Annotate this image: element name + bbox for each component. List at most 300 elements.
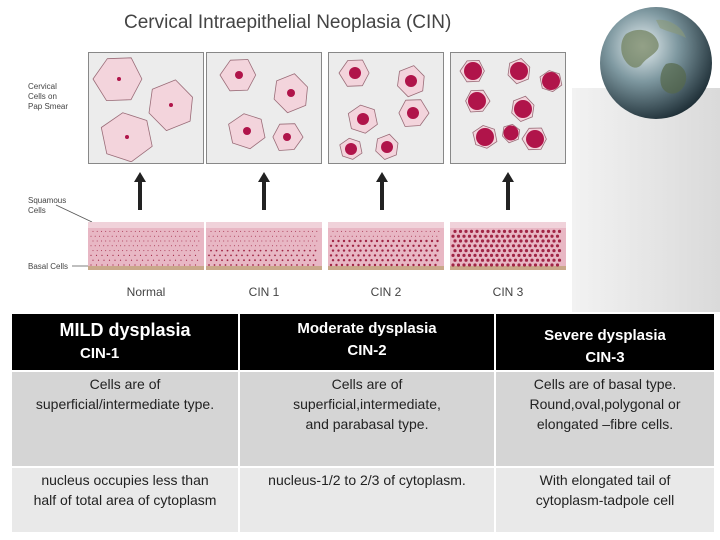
tissue-nucleus-dot xyxy=(536,249,539,252)
tissue-nucleus-dot xyxy=(390,245,392,247)
tissue-nucleus-dot xyxy=(304,241,305,242)
tissue-nucleus-dot xyxy=(517,263,520,266)
tissue-nucleus-dot xyxy=(415,236,416,237)
tissue-nucleus-dot xyxy=(112,245,113,246)
tissue-nucleus-dot xyxy=(150,245,151,246)
tissue-nucleus-dot xyxy=(280,255,282,257)
tissue-nucleus-dot xyxy=(217,245,218,246)
tissue-nucleus-dot xyxy=(545,263,548,266)
tissue-nucleus-dot xyxy=(486,259,489,262)
tissue-nucleus-dot xyxy=(398,240,400,242)
tissue-nucleus-dot xyxy=(558,239,561,242)
tissue-nucleus-dot xyxy=(398,259,400,261)
tissue-nucleus-dot xyxy=(158,260,159,261)
tissue-nucleus-dot xyxy=(514,249,517,252)
tissue-nucleus-dot xyxy=(541,259,544,262)
tissue-nucleus-dot xyxy=(490,235,493,238)
tissue-nucleus-dot xyxy=(481,249,484,252)
cell-nucleus xyxy=(542,72,560,90)
tissue-nucleus-dot xyxy=(216,250,218,252)
tissue-nucleus-dot xyxy=(534,263,537,266)
tissue-nucleus-dot xyxy=(126,231,127,232)
tissue-nucleus-dot xyxy=(148,231,149,232)
tissue-nucleus-dot xyxy=(225,264,227,266)
tissue-nucleus-dot xyxy=(152,241,153,242)
tissue-nucleus-dot xyxy=(253,241,254,242)
tissue-nucleus-dot xyxy=(492,239,495,242)
tissue-nucleus-dot xyxy=(508,239,511,242)
tissue-nucleus-dot xyxy=(196,245,197,246)
tissue-nucleus-dot xyxy=(425,259,427,261)
tissue-nucleus-dot xyxy=(337,249,339,251)
tissue-nucleus-dot xyxy=(295,231,296,232)
tissue-nucleus-dot xyxy=(363,264,365,266)
tissue-nucleus-dot xyxy=(523,244,526,247)
tissue-nucleus-dot xyxy=(219,231,220,232)
tissue-nucleus-dot xyxy=(429,245,431,247)
tissue-nucleus-dot xyxy=(473,263,476,266)
tissue-nucleus-dot xyxy=(490,244,493,247)
cell-nucleus xyxy=(283,133,291,141)
tissue-nucleus-dot xyxy=(164,241,165,242)
tissue-nucleus-dot xyxy=(348,249,350,251)
tissue-nucleus-dot xyxy=(167,236,168,237)
tissue-nucleus-dot xyxy=(217,236,218,237)
tissue-nucleus-dot xyxy=(387,249,389,251)
tissue-nucleus-dot xyxy=(225,236,226,237)
tissue-nucleus-dot xyxy=(369,236,370,237)
tissue-nucleus-dot xyxy=(101,255,102,256)
tissue-nucleus-dot xyxy=(409,240,411,242)
tissue-nucleus-dot xyxy=(263,255,265,257)
basal-membrane xyxy=(450,266,566,270)
tissue-nucleus-dot xyxy=(558,230,561,233)
tissue-nucleus-dot xyxy=(141,236,142,237)
tissue-nucleus-dot xyxy=(481,259,484,262)
tissue-nucleus-dot xyxy=(332,240,334,242)
tissue-nucleus-dot xyxy=(357,264,359,266)
tissue-nucleus-dot xyxy=(376,240,378,242)
tissue-nucleus-dot xyxy=(556,235,559,238)
tissue-nucleus-dot xyxy=(244,241,245,242)
tissue-nucleus-dot xyxy=(150,236,151,237)
tissue-nucleus-dot xyxy=(143,231,144,232)
tissue-nucleus-dot xyxy=(139,250,140,251)
tissue-nucleus-dot xyxy=(120,260,121,261)
tissue-nucleus-dot xyxy=(178,255,179,256)
tissue-nucleus-dot xyxy=(93,231,94,232)
tissue-nucleus-dot xyxy=(259,236,260,237)
tissue-nucleus-dot xyxy=(160,250,161,251)
tissue-nucleus-dot xyxy=(230,255,232,257)
tissue-nucleus-dot xyxy=(375,231,376,232)
tissue-nucleus-dot xyxy=(276,259,278,261)
tissue-nucleus-dot xyxy=(214,264,216,266)
tissue-nucleus-dot xyxy=(346,245,348,247)
tissue-nucleus-dot xyxy=(368,245,370,247)
tissue-nucleus-dot xyxy=(492,259,495,262)
tissue-nucleus-dot xyxy=(337,240,339,242)
tissue-nucleus-dot xyxy=(403,259,405,261)
tissue-nucleus-dot xyxy=(107,236,108,237)
table-cell-cin2-nucleus: nucleus-1/2 to 2/3 of cytoplasm. xyxy=(240,468,494,532)
cell-nucleus xyxy=(504,126,519,141)
tissue-nucleus-dot xyxy=(392,249,394,251)
cell-nucleus xyxy=(514,100,532,118)
cell-nucleus xyxy=(125,135,129,139)
tissue-nucleus-dot xyxy=(414,259,416,261)
tissue-nucleus-dot xyxy=(307,255,309,257)
tissue-nucleus-dot xyxy=(402,236,403,237)
tissue-nucleus-dot xyxy=(137,245,138,246)
tissue-nucleus-dot xyxy=(291,241,292,242)
cell-nucleus xyxy=(464,62,482,80)
tissue-nucleus-dot xyxy=(219,255,221,257)
tissue-nucleus-dot xyxy=(374,245,376,247)
tissue-nucleus-dot xyxy=(528,263,531,266)
tissue-nucleus-dot xyxy=(177,231,178,232)
tissue-nucleus-dot xyxy=(409,259,411,261)
tissue-nucleus-dot xyxy=(412,245,414,247)
tissue-nucleus-dot xyxy=(287,250,289,252)
tissue-nucleus-dot xyxy=(547,230,550,233)
tissue-nucleus-dot xyxy=(468,235,471,238)
tissue-nucleus-dot xyxy=(195,255,196,256)
arrow-up-icon xyxy=(258,172,270,210)
tissue-nucleus-dot xyxy=(287,231,288,232)
tissue-nucleus-dot xyxy=(112,236,113,237)
tissue-nucleus-dot xyxy=(432,236,433,237)
tissue-nucleus-dot xyxy=(539,254,542,257)
tissue-nucleus-dot xyxy=(129,264,130,265)
tissue-nucleus-dot xyxy=(221,250,223,252)
tissue-nucleus-dot xyxy=(497,239,500,242)
tissue-nucleus-dot xyxy=(366,231,367,232)
tissue-nucleus-dot xyxy=(451,244,454,247)
tissue-nucleus-dot xyxy=(156,241,157,242)
tissue-nucleus-dot xyxy=(313,264,315,266)
tissue-nucleus-dot xyxy=(278,241,279,242)
tissue-nucleus-dot xyxy=(160,231,161,232)
tissue-nucleus-dot xyxy=(497,259,500,262)
tissue-nucleus-dot xyxy=(122,241,123,242)
tissue-nucleus-dot xyxy=(125,260,126,261)
tissue-nucleus-dot xyxy=(139,241,140,242)
tissue-nucleus-dot xyxy=(274,241,275,242)
tissue-nucleus-dot xyxy=(190,241,191,242)
tissue-nucleus-dot xyxy=(109,260,110,261)
tissue-nucleus-dot xyxy=(343,259,345,261)
basal-membrane xyxy=(206,266,322,270)
tissue-nucleus-dot xyxy=(508,259,511,262)
tissue-nucleus-dot xyxy=(184,255,185,256)
tissue-nucleus-dot xyxy=(457,263,460,266)
tissue-nucleus-dot xyxy=(186,260,187,261)
tissue-nucleus-dot xyxy=(359,259,361,261)
cell-nucleus xyxy=(117,77,121,81)
tissue-nucleus-dot xyxy=(274,231,275,232)
tissue-nucleus-dot xyxy=(400,231,401,232)
tissue-nucleus-dot xyxy=(213,236,214,237)
tissue-nucleus-dot xyxy=(379,264,381,266)
tissue-nucleus-dot xyxy=(475,239,478,242)
tissue-nucleus-dot xyxy=(457,235,460,238)
tissue-nucleus-dot xyxy=(258,255,260,257)
table-header-cin1: MILD dysplasia CIN-1 xyxy=(12,314,238,370)
tissue-nucleus-dot xyxy=(390,254,392,256)
tissue-nucleus-dot xyxy=(123,264,124,265)
tissue-nucleus-dot xyxy=(225,245,226,246)
tissue-nucleus-dot xyxy=(365,249,367,251)
tissue-nucleus-dot xyxy=(503,230,506,233)
tissue-nucleus-dot xyxy=(135,250,136,251)
tissue-nucleus-dot xyxy=(122,231,123,232)
tissue-nucleus-dot xyxy=(238,259,240,261)
tissue-nucleus-dot xyxy=(285,236,286,237)
tissue-nucleus-dot xyxy=(528,254,531,257)
tissue-nucleus-dot xyxy=(227,241,228,242)
tissue-nucleus-dot xyxy=(545,235,548,238)
tissue-nucleus-dot xyxy=(517,235,520,238)
tissue-nucleus-dot xyxy=(271,250,273,252)
tissue-nucleus-dot xyxy=(169,231,170,232)
tissue-nucleus-dot xyxy=(423,254,425,256)
tissue-nucleus-dot xyxy=(539,244,542,247)
basal-membrane xyxy=(88,266,204,270)
tissue-nucleus-dot xyxy=(335,236,336,237)
tissue-nucleus-dot xyxy=(495,235,498,238)
cell-nucleus xyxy=(526,130,544,148)
tissue-nucleus-dot xyxy=(158,245,159,246)
tissue-nucleus-dot xyxy=(230,236,231,237)
tissue-nucleus-dot xyxy=(90,264,91,265)
tissue-nucleus-dot xyxy=(219,241,220,242)
tissue-nucleus-dot xyxy=(352,264,354,266)
tissue-nucleus-dot xyxy=(129,255,130,256)
tissue-nucleus-dot xyxy=(468,263,471,266)
tissue-nucleus-dot xyxy=(198,231,199,232)
tissue-nucleus-dot xyxy=(525,259,528,262)
tissue-nucleus-dot xyxy=(497,249,500,252)
tissue-nucleus-dot xyxy=(550,235,553,238)
tissue-nucleus-dot xyxy=(135,231,136,232)
stage-label-cin1: CIN 1 xyxy=(248,285,280,299)
tissue-nucleus-dot xyxy=(173,264,174,265)
tissue-nucleus-dot xyxy=(475,259,478,262)
table-header-cin2: Moderate dysplasia CIN-2 xyxy=(240,314,494,370)
tissue-nucleus-dot xyxy=(552,230,555,233)
tissue-nucleus-dot xyxy=(194,231,195,232)
tissue-nucleus-dot xyxy=(512,244,515,247)
tissue-nucleus-dot xyxy=(479,254,482,257)
tissue-nucleus-dot xyxy=(167,264,168,265)
tissue-nucleus-dot xyxy=(470,249,473,252)
cell-nucleus xyxy=(169,103,173,107)
tissue-nucleus-dot xyxy=(479,263,482,266)
tissue-nucleus-dot xyxy=(143,241,144,242)
tissue-nucleus-dot xyxy=(255,236,256,237)
tissue-nucleus-dot xyxy=(418,245,420,247)
tissue-nucleus-dot xyxy=(390,236,391,237)
cell-nucleus xyxy=(510,62,528,80)
tissue-nucleus-dot xyxy=(216,259,218,261)
tissue-nucleus-dot xyxy=(221,245,222,246)
tissue-nucleus-dot xyxy=(186,231,187,232)
tissue-nucleus-dot xyxy=(184,264,185,265)
tissue-nucleus-dot xyxy=(154,245,155,246)
tissue-nucleus-dot xyxy=(287,259,289,261)
tissue-nucleus-dot xyxy=(503,239,506,242)
tissue-nucleus-dot xyxy=(490,254,493,257)
tissue-nucleus-dot xyxy=(425,240,427,242)
tissue-nucleus-dot xyxy=(186,250,187,251)
tissue-nucleus-dot xyxy=(151,255,152,256)
tissue-nucleus-dot xyxy=(379,254,381,256)
tissue-nucleus-dot xyxy=(434,245,436,247)
tissue-nucleus-dot xyxy=(536,259,539,262)
tissue-nucleus-dot xyxy=(99,245,100,246)
tissue-nucleus-dot xyxy=(341,245,343,247)
tissue-nucleus-dot xyxy=(376,259,378,261)
tissue-nucleus-dot xyxy=(219,264,221,266)
tissue-nucleus-dot xyxy=(556,263,559,266)
tissue-nucleus-dot xyxy=(126,241,127,242)
tissue-nucleus-dot xyxy=(249,259,251,261)
tissue-nucleus-dot xyxy=(141,245,142,246)
tissue-nucleus-dot xyxy=(392,231,393,232)
tissue-nucleus-dot xyxy=(225,255,227,257)
tissue-nucleus-dot xyxy=(153,260,154,261)
tissue-nucleus-dot xyxy=(177,241,178,242)
tissue-nucleus-dot xyxy=(401,245,403,247)
tissue-nucleus-dot xyxy=(194,241,195,242)
stage-label-cin3: CIN 3 xyxy=(492,285,524,299)
tissue-nucleus-dot xyxy=(133,245,134,246)
tissue-nucleus-dot xyxy=(298,250,300,252)
tissue-nucleus-dot xyxy=(404,231,405,232)
tissue-nucleus-dot xyxy=(227,250,229,252)
tissue-nucleus-dot xyxy=(238,245,239,246)
tissue-nucleus-dot xyxy=(436,236,437,237)
tissue-nucleus-dot xyxy=(156,264,157,265)
tissue-nucleus-dot xyxy=(247,264,249,266)
tissue-nucleus-dot xyxy=(116,236,117,237)
tissue-nucleus-dot xyxy=(234,245,235,246)
tissue-nucleus-dot xyxy=(333,231,334,232)
tissue-nucleus-dot xyxy=(156,255,157,256)
tissue-nucleus-dot xyxy=(359,249,361,251)
tissue-nucleus-dot xyxy=(191,260,192,261)
tissue-nucleus-dot xyxy=(523,263,526,266)
tissue-nucleus-dot xyxy=(255,245,256,246)
tissue-nucleus-dot xyxy=(357,254,359,256)
tissue-nucleus-dot xyxy=(285,264,287,266)
tissue-nucleus-dot xyxy=(451,254,454,257)
tissue-nucleus-dot xyxy=(453,249,456,252)
tissue-nucleus-dot xyxy=(97,250,98,251)
tissue-nucleus-dot xyxy=(519,230,522,233)
tissue-nucleus-dot xyxy=(331,236,332,237)
tissue-nucleus-dot xyxy=(120,236,121,237)
tissue-nucleus-dot xyxy=(93,250,94,251)
tissue-nucleus-dot xyxy=(309,250,311,252)
tissue-nucleus-dot xyxy=(247,236,248,237)
tissue-nucleus-dot xyxy=(304,250,306,252)
tissue-nucleus-dot xyxy=(420,259,422,261)
tissue-nucleus-dot xyxy=(133,236,134,237)
tissue-nucleus-dot xyxy=(236,255,238,257)
tissue-nucleus-dot xyxy=(341,254,343,256)
tissue-nucleus-dot xyxy=(180,260,181,261)
cell-panel-cin1 xyxy=(206,52,322,164)
tissue-nucleus-dot xyxy=(457,244,460,247)
tissue-nucleus-dot xyxy=(145,255,146,256)
label-basal-cells: Basal Cells xyxy=(28,262,69,271)
tissue-nucleus-dot xyxy=(547,259,550,262)
tissue-nucleus-dot xyxy=(309,259,311,261)
tissue-nucleus-dot xyxy=(545,254,548,257)
tissue-nucleus-dot xyxy=(131,231,132,232)
tissue-nucleus-dot xyxy=(173,231,174,232)
tissue-nucleus-dot xyxy=(337,259,339,261)
tissue-nucleus-dot xyxy=(392,259,394,261)
tissue-nucleus-dot xyxy=(114,250,115,251)
tissue-nucleus-dot xyxy=(354,231,355,232)
tissue-nucleus-dot xyxy=(90,255,91,256)
tissue-nucleus-dot xyxy=(192,245,193,246)
tissue-nucleus-dot xyxy=(289,245,290,246)
tissue-nucleus-dot xyxy=(558,249,561,252)
tissue-nucleus-dot xyxy=(374,264,376,266)
tissue-nucleus-dot xyxy=(434,254,436,256)
tissue-nucleus-dot xyxy=(215,241,216,242)
tissue-nucleus-dot xyxy=(147,260,148,261)
tissue-nucleus-dot xyxy=(470,259,473,262)
cell-nucleus xyxy=(407,107,419,119)
tissue-nucleus-dot xyxy=(528,235,531,238)
tissue-nucleus-dot xyxy=(436,259,438,261)
tissue-nucleus-dot xyxy=(302,255,304,257)
table-cell-cin3-nucleus: With elongated tail of cytoplasm-tadpole cell xyxy=(496,468,714,532)
tissue-nucleus-dot xyxy=(453,259,456,262)
tissue-nucleus-dot xyxy=(423,245,425,247)
tissue-nucleus-dot xyxy=(347,236,348,237)
tissue-nucleus-dot xyxy=(101,250,102,251)
tissue-nucleus-dot xyxy=(357,245,359,247)
tissue-nucleus-dot xyxy=(143,250,144,251)
tissue-nucleus-dot xyxy=(314,236,315,237)
tissue-nucleus-dot xyxy=(167,255,168,256)
tissue-surface xyxy=(88,222,204,228)
tissue-nucleus-dot xyxy=(506,244,509,247)
tissue-nucleus-dot xyxy=(227,231,228,232)
tissue-nucleus-dot xyxy=(134,264,135,265)
tissue-nucleus-dot xyxy=(381,236,382,237)
tissue-nucleus-dot xyxy=(388,231,389,232)
tissue-cin3 xyxy=(450,218,566,273)
tissue-nucleus-dot xyxy=(266,241,267,242)
tissue-nucleus-dot xyxy=(181,250,182,251)
tissue-nucleus-dot xyxy=(124,245,125,246)
tissue-nucleus-dot xyxy=(247,245,248,246)
tissue-nucleus-dot xyxy=(541,230,544,233)
tissue-nucleus-dot xyxy=(299,241,300,242)
tissue-nucleus-dot xyxy=(407,254,409,256)
cell-nucleus xyxy=(381,141,393,153)
tissue-nucleus-dot xyxy=(484,263,487,266)
tissue-nucleus-dot xyxy=(409,249,411,251)
tissue-nucleus-dot xyxy=(523,235,526,238)
